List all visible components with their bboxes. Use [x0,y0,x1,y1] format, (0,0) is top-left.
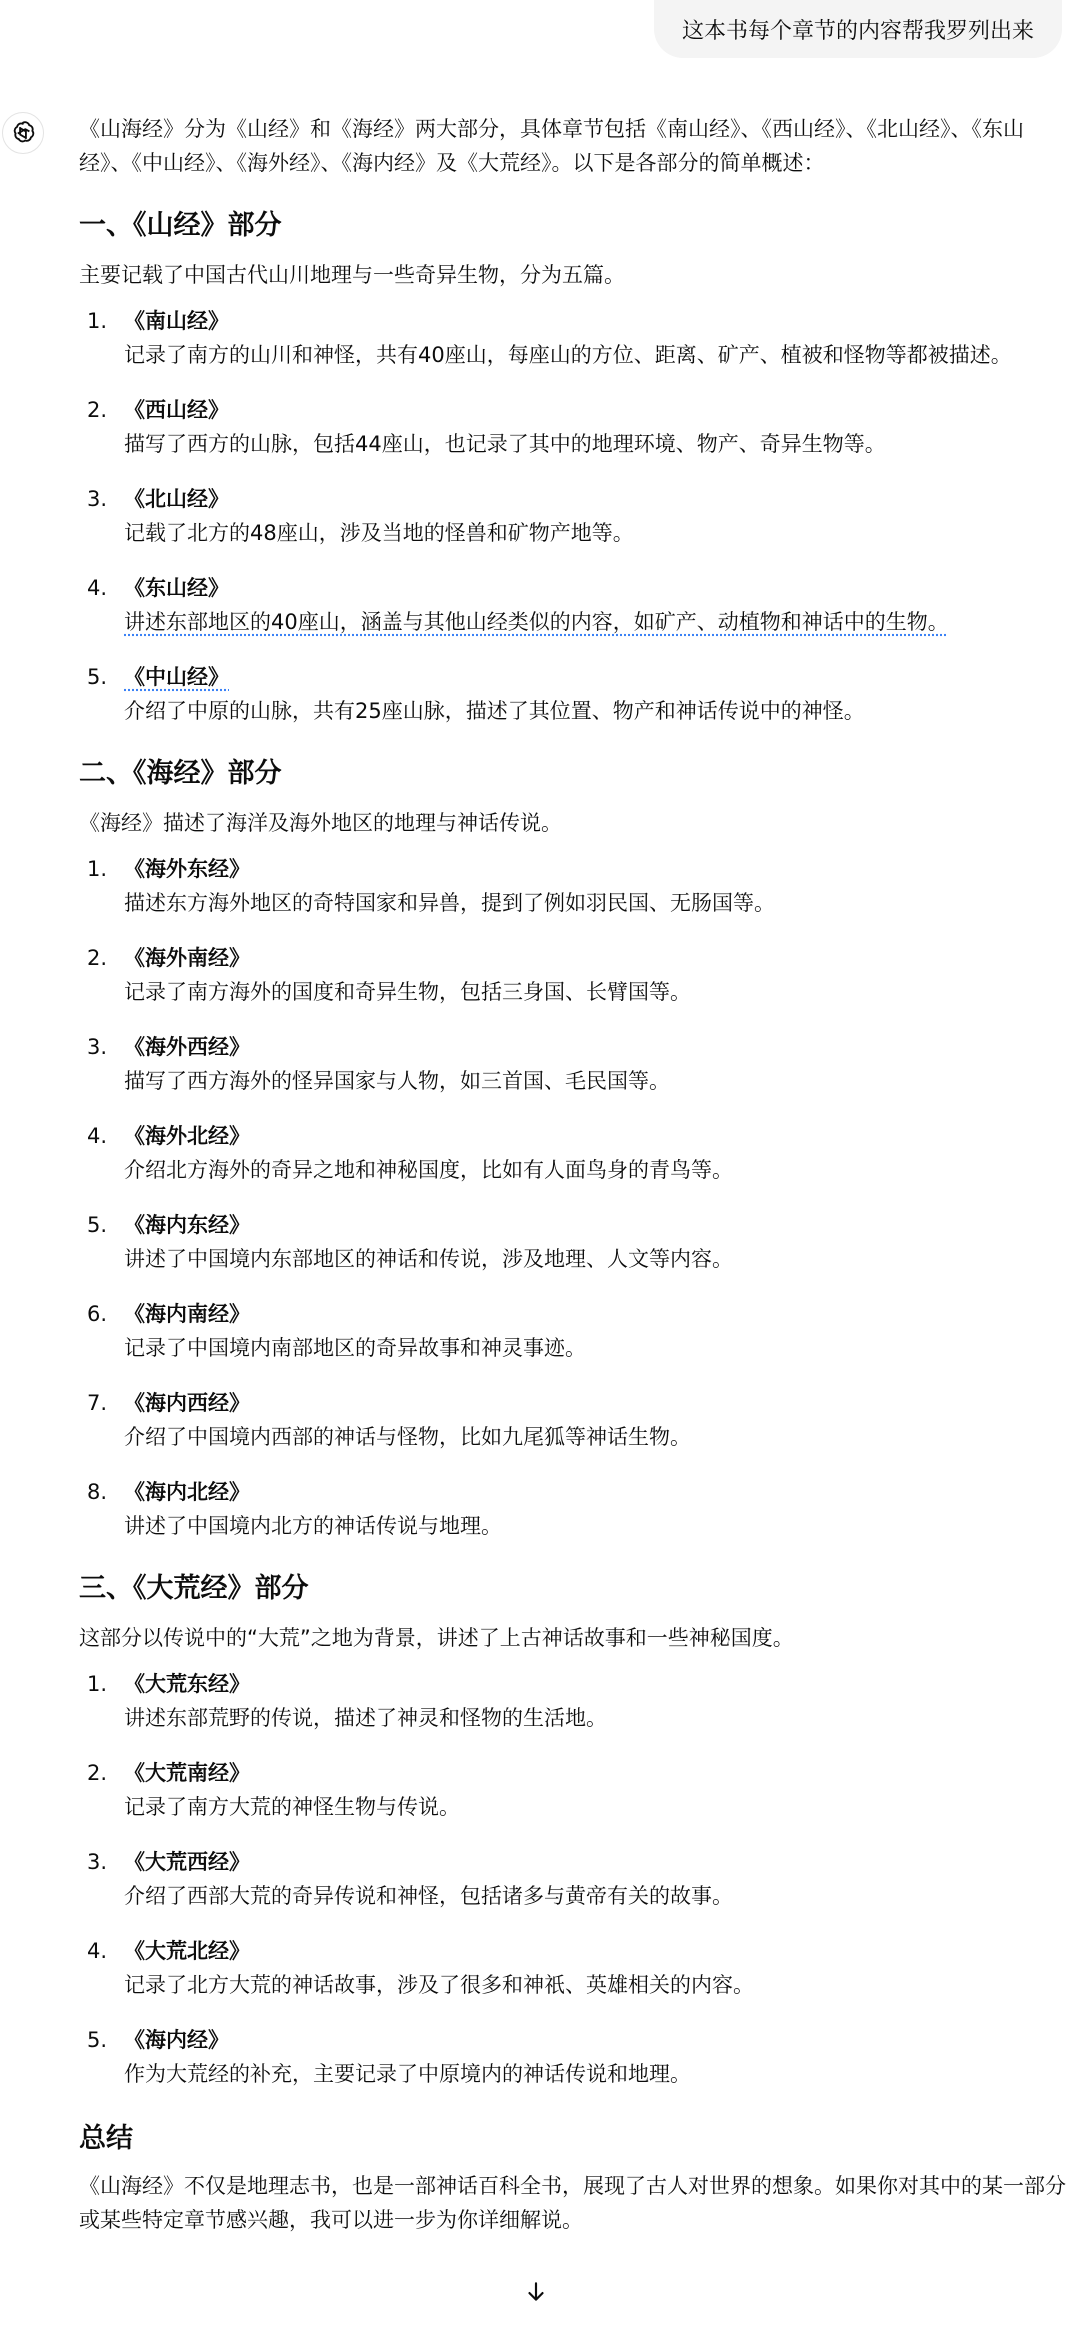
section-title: 二、《海经》部分 [79,758,282,789]
list-item [79,1475,1069,1543]
chapter-name: 《海内北经》 [124,1480,250,1504]
chapter-list [79,1667,1069,2091]
chapter-name: 《大荒北经》 [124,1939,250,1963]
list-item [79,482,1069,550]
chapter-name: 《大荒东经》 [124,1672,250,1696]
chapter-desc: 记录了中国境内南部地区的奇异故事和神灵事迹。 [124,1336,586,1360]
chapter-name: 《大荒西经》 [124,1850,250,1874]
list-item [79,1934,1069,2002]
list-item [79,2023,1069,2091]
chapter-desc: 记录了北方大荒的神话故事，涉及了很多和神祇、英雄相关的内容。 [124,1973,754,1997]
chapter-name: 《海外南经》 [124,946,250,970]
chapter-desc: 描述东方海外地区的奇特国家和异兽，提到了例如羽民国、无肠国等。 [124,891,775,915]
chapter-desc: 记录了南方大荒的神怪生物与传说。 [124,1795,460,1819]
chapter-desc: 介绍了西部大荒的奇异传说和神怪，包括诸多与黄帝有关的故事。 [124,1884,733,1908]
chapter-desc: 讲述了中国境内北方的神话传说与地理。 [124,1514,502,1538]
list-item [79,1845,1069,1913]
chapter-desc: 记录了南方海外的国度和奇异生物，包括三身国、长臂国等。 [124,980,691,1004]
summary-title: 总结 [79,2123,133,2154]
list-number: 4. [87,1939,108,1963]
chapter-name: 《南山经》 [124,309,229,333]
chapter-desc: 描写了西方的山脉，包括44座山，也记录了其中的地理环境、物产、奇异生物等。 [124,432,886,456]
list-number: 3. [87,487,108,511]
list-item [79,1030,1069,1098]
list-number: 7. [87,1391,108,1415]
list-item [79,852,1069,920]
chapter-name: 《海内南经》 [124,1302,250,1326]
list-item [79,1756,1069,1824]
list-number: 6. [87,1302,108,1326]
list-number: 1. [87,1672,108,1696]
list-number: 5. [87,665,108,689]
list-item [79,1667,1069,1735]
section-desc: 《海经》描述了海洋及海外地区的地理与神话传说。 [79,811,562,835]
summary-text: 《山海经》不仅是地理志书，也是一部神话百科全书，展现了古人对世界的想象。如果你对其中的某一部分或某些特定章节感兴趣，我可以进一步为你详细解说。 [79,2174,1066,2232]
chapter-name: 《海外东经》 [124,857,250,881]
chapter-name: 《海内经》 [124,2028,229,2052]
chapter-desc: 描写了西方海外的怪异国家与人物，如三首国、毛民国等。 [124,1069,670,1093]
chapter-desc: 讲述了中国境内东部地区的神话和传说，涉及地理、人文等内容。 [124,1247,733,1271]
user-message-text: 这本书每个章节的内容帮我罗列出来 [681,18,1034,44]
assistant-answer [79,112,1069,2237]
section-desc: 这部分以传说中的“大荒”之地为背景，讲述了上古神话故事和一些神秘国度。 [79,1626,794,1650]
chapter-list [79,852,1069,1543]
chapter-name: 《东山经》 [124,576,229,600]
list-number: 3. [87,1850,108,1874]
list-number: 2. [87,946,108,970]
list-number: 8. [87,1480,108,1504]
list-item [79,1119,1069,1187]
list-number: 4. [87,1124,108,1148]
arrow-down-icon [523,2279,549,2305]
list-number: 2. [87,398,108,422]
list-number: 5. [87,1213,108,1237]
list-item [79,571,1069,639]
chapter-name: 《海外北经》 [124,1124,250,1148]
chapter-name: 《北山经》 [124,487,229,511]
list-item [79,1297,1069,1365]
list-item [79,304,1069,372]
chapter-desc: 介绍了中国境内西部的神话与怪物，比如九尾狐等神话生物。 [124,1425,691,1449]
chapter-desc: 介绍北方海外的奇异之地和神秘国度，比如有人面鸟身的青鸟等。 [124,1158,733,1182]
chapter-name: 《西山经》 [124,398,229,422]
chapter-desc: 讲述东部地区的40座山，涵盖与其他山经类似的内容，如矿产、动植物和神话中的生物。 [124,610,949,634]
section-title: 三、《大荒经》部分 [79,1573,309,1604]
chapter-name: 《海外西经》 [124,1035,250,1059]
chapter-list [79,304,1069,728]
chapter-name: 《海内东经》 [124,1213,250,1237]
chapter-desc: 记录了南方的山川和神怪，共有40座山，每座山的方位、距离、矿产、植被和怪物等都被描述。 [124,343,1012,367]
section-title: 一、《山经》部分 [79,210,282,241]
chapter-desc: 介绍了中原的山脉，共有25座山脉，描述了其位置、物产和神话传说中的神怪。 [124,699,865,723]
list-item [79,1208,1069,1276]
list-item [79,1386,1069,1454]
section-desc: 主要记载了中国古代山川地理与一些奇异生物，分为五篇。 [79,263,625,287]
chapter-desc: 讲述东部荒野的传说，描述了神灵和怪物的生活地。 [124,1706,607,1730]
scroll-down-button[interactable] [516,2272,556,2312]
user-message-bubble [654,0,1062,58]
chapter-name: 《中山经》 [124,665,229,689]
answer-intro: 《山海经》分为《山经》和《海经》两大部分，具体章节包括《南山经》、《西山经》、《北山经》、《东山经》、《中山经》、《海外经》、《海内经》及《大荒经》。以下是各部分的简单概述： [79,117,1024,175]
list-number: 1. [87,309,108,333]
chapter-name: 《大荒南经》 [124,1761,250,1785]
list-item [79,941,1069,1009]
chatgpt-logo-icon [2,112,44,154]
list-number: 1. [87,857,108,881]
list-number: 4. [87,576,108,600]
list-number: 3. [87,1035,108,1059]
chapter-desc: 记载了北方的48座山，涉及当地的怪兽和矿物产地等。 [124,521,634,545]
list-item [79,393,1069,461]
list-number: 5. [87,2028,108,2052]
chapter-desc: 作为大荒经的补充，主要记录了中原境内的神话传说和地理。 [124,2062,691,2086]
list-number: 2. [87,1761,108,1785]
list-item [79,660,1069,728]
chapter-name: 《海内西经》 [124,1391,250,1415]
